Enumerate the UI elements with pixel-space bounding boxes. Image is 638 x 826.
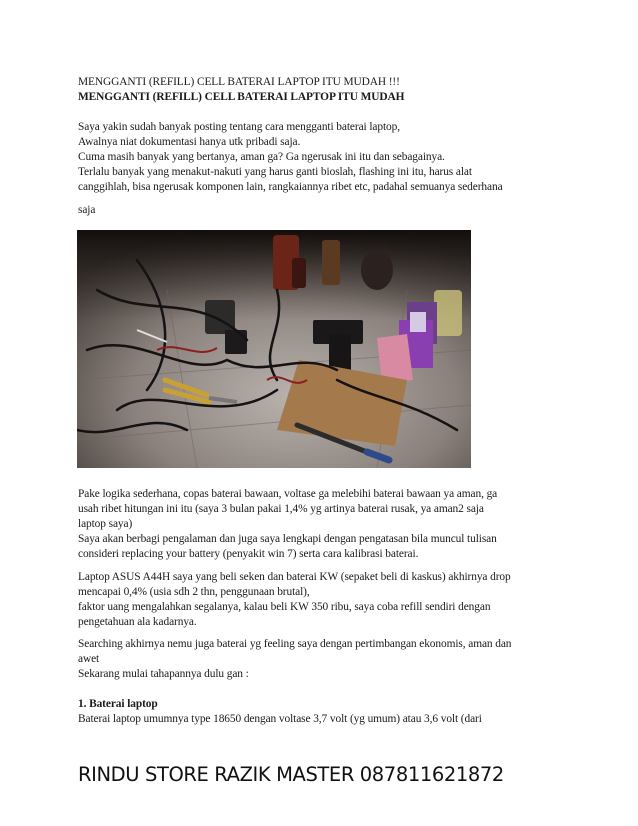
paragraph-line: Saya yakin sudah banyak posting tentang cara mengganti baterai laptop, [78, 121, 400, 133]
paragraph-line: Pake logika sederhana, copas baterai bawaan, voltase ga melebihi baterai bawaan ya aman, ga [78, 488, 498, 500]
paragraph-baterai: Baterai laptop umumnya type 18650 dengan voltase 3,7 volt (yg umum) atau 3,6 volt (dari [78, 713, 482, 725]
paragraph-searching [78, 637, 578, 682]
paragraph-line: laptop saya) [78, 518, 133, 530]
paragraph-intro [78, 120, 578, 195]
paragraph-line: Searching akhirnya nemu juga baterai yg feeling saya dengan pertimbangan ekonomis, aman dan [78, 638, 512, 650]
paragraph-line: Sekarang mulai tahapannya dulu gan : [78, 668, 249, 680]
paragraph-asus [78, 570, 578, 630]
paragraph-saja: saja [78, 204, 96, 216]
paragraph-line: Terlalu banyak yang menakut-nakuti yang harus ganti bioslah, flashing ini itu, harus alat [78, 166, 472, 178]
photo-illustration [77, 230, 471, 468]
paragraph-line: Saya akan berbagi pengalaman dan juga saya lengkapi dengan pengatasan bila muncul tulisan [78, 533, 497, 545]
paragraph-line: Cuma masih banyak yang bertanya, aman ga? Ga ngerusak ini itu dan sebagainya. [78, 151, 445, 163]
paragraph-line: faktor uang mengalahkan segalanya, kalau beli KW 350 ribu, saya coba refill sendiri dengan [78, 601, 491, 613]
paragraph-line: awet [78, 653, 100, 665]
title-plain: MENGGANTI (REFILL) CELL BATERAI LAPTOP ITU MUDAH !!! [78, 76, 400, 88]
photo-tools-on-floor [77, 230, 471, 468]
paragraph-logika [78, 487, 578, 562]
section-heading: 1. Baterai laptop [78, 698, 158, 710]
paragraph-line: Laptop ASUS A44H saya yang beli seken dan baterai KW (sepaket beli di kaskus) akhirnya drop [78, 571, 511, 583]
paragraph-line: pengetahuan ala kadarnya. [78, 616, 197, 628]
paragraph-line: canggihlah, bisa ngerusak komponen lain, rangkaiannya ribet etc, padahal semuanya sederhana [78, 181, 503, 193]
paragraph-line: usah ribet hitungan ini itu (saya 3 bulan pakai 1,4% yg artinya baterai rusak, ya aman2 saja [78, 503, 484, 515]
footer-store-contact: RINDU STORE RAZIK MASTER 087811621872 [78, 763, 504, 786]
paragraph-line: consideri replacing your battery (penyakit win 7) serta cara kalibrasi baterai. [78, 548, 419, 560]
title-bold: MENGGANTI (REFILL) CELL BATERAI LAPTOP ITU MUDAH [78, 91, 405, 103]
paragraph-line: Awalnya niat dokumentasi hanya utk pribadi saja. [78, 136, 301, 148]
paragraph-line: mencapai 0,4% (usia sdh 2 thn, penggunaan brutal), [78, 586, 310, 598]
